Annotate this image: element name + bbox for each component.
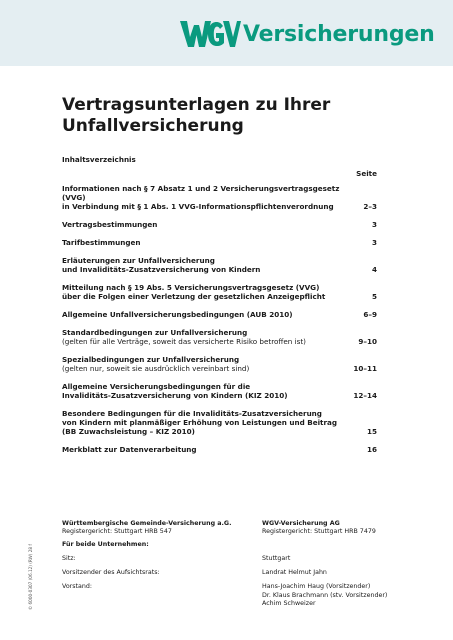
toc-entry-line: Allgemeine Versicherungsbedingungen für die [62,382,251,391]
toc-entry [62,238,377,247]
board-label: Vorstand: [62,583,92,591]
toc-entry [62,256,377,274]
toc-entry-page: 16 [366,445,377,454]
board-member: Hans-Joachim Haug (Vorsitzender) [262,583,371,591]
toc-entry-line: in Verbindung mit § 1 Abs. 1 VVG-Informationspflichtenverordnung [62,202,334,211]
toc-page-column-header: Seite [356,169,377,178]
chair-value: Landrat Helmut Jahn [262,569,327,577]
toc-entry-line: Merkblatt zur Datenverarbeitung [62,445,197,454]
toc-entry-page: 12–14 [353,391,377,400]
toc-entry-line: (gelten nur, soweit sie ausdrücklich vereinbart sind) [62,364,250,373]
toc-entry-line: (BB Zuwachsleistung – KIZ 2010) [62,427,195,436]
toc-entry-line: Informationen nach § 7 Absatz 1 und 2 Versicherungsvertragsgesetz (VVG) [62,184,340,202]
toc-entry-page: 3 [371,220,377,229]
wgv-logo-mark-icon [179,17,241,51]
toc-entry-title [62,328,358,346]
toc-entry-line: (gelten für alle Verträge, soweit das versicherte Risiko betroffen ist) [62,337,306,346]
toc-entry-title [62,382,353,400]
toc-heading: Inhaltsverzeichnis [62,155,136,164]
toc-entry-title [62,310,363,319]
toc-entry-line: von Kindern mit planmäßiger Erhöhung von Leistungen und Beitrag [62,418,338,427]
board-member: Dr. Klaus Brachmann (stv. Vorsitzender) [262,591,388,599]
toc-entry-title [62,445,367,454]
toc-entry-title [62,220,372,229]
toc-entry-page: 9–10 [358,337,377,346]
toc-entry-page: 4 [371,265,377,274]
toc-entry [62,310,377,319]
both-companies-label: Für beide Unternehmen: [62,540,149,548]
board-member: Achim Schweizer [262,600,316,608]
title-line-2: Unfallversicherung [62,116,244,136]
toc-entry [62,184,377,211]
seat-label: Sitz: [62,554,76,562]
toc-entries [62,184,377,454]
toc-entry-line: Mitteilung nach § 19 Abs. 5 Versicherungsvertragsgesetz (VVG) [62,283,320,292]
toc-entry-title [62,256,372,274]
toc-entry-line: Tarifbestimmungen [62,238,141,247]
toc-entry-title [62,409,367,436]
document-code-text: © 6000-0307 (06.12) (RW) 28 f [28,544,33,610]
toc-entry [62,445,377,454]
toc-entry-line: Invaliditäts-Zusatzversicherung von Kindern (KIZ 2010) [62,391,288,400]
table-of-contents [62,155,377,454]
toc-entry-title [62,184,363,211]
toc-entry [62,283,377,301]
toc-entry-line: Vertragsbestimmungen [62,220,158,229]
toc-entry-line: und Invaliditäts-Zusatzversicherung von Kindern [62,265,261,274]
toc-entry-page: 3 [371,238,377,247]
brand-name: Versicherungen [243,21,435,47]
toc-entry-page: 6–9 [363,310,377,319]
toc-entry-line: Allgemeine Unfallversicherungsbedingungen (AUB 2010) [62,310,293,319]
company-2-name: WGV-Versicherung AG [262,520,340,527]
chair-label: Vorsitzender des Aufsichtsrats: [62,569,160,577]
toc-entry [62,382,377,400]
toc-entry-line: über die Folgen einer Verletzung der gesetzlichen Anzeigepflicht [62,292,326,301]
toc-entry-line: Erläuterungen zur Unfallversicherung [62,256,215,265]
toc-entry-page: 10–11 [353,364,377,373]
toc-entry [62,328,377,346]
document-code [28,530,36,610]
toc-entry-title [62,238,372,247]
board-members [262,583,402,608]
toc-entry-line: Besondere Bedingungen für die Invaliditäts-Zusatzversicherung [62,409,322,418]
toc-entry-title [62,355,353,373]
seat-value: Stuttgart [262,554,291,562]
toc-entry-line: Spezialbedingungen zur Unfallversicherung [62,355,240,364]
footer-imprint [62,520,402,608]
title-line-1: Vertragsunterlagen zu Ihrer [62,95,331,115]
company-2-register: Registergericht: Stuttgart HRB 7479 [262,528,376,536]
toc-entry-line: Standardbedingungen zur Unfallversicherung [62,328,248,337]
toc-entry-page: 15 [366,427,377,436]
company-1-name: Württembergische Gemeinde-Versicherung a.G. [62,520,232,527]
company-1-register: Registergericht: Stuttgart HRB 547 [62,528,172,536]
toc-entry [62,220,377,229]
toc-entry [62,355,377,373]
page-title [62,95,392,137]
toc-entry-page: 5 [371,292,377,301]
toc-entry-page: 2–3 [363,202,377,211]
toc-entry-title [62,283,372,301]
wgv-logo [179,17,435,51]
toc-entry [62,409,377,436]
